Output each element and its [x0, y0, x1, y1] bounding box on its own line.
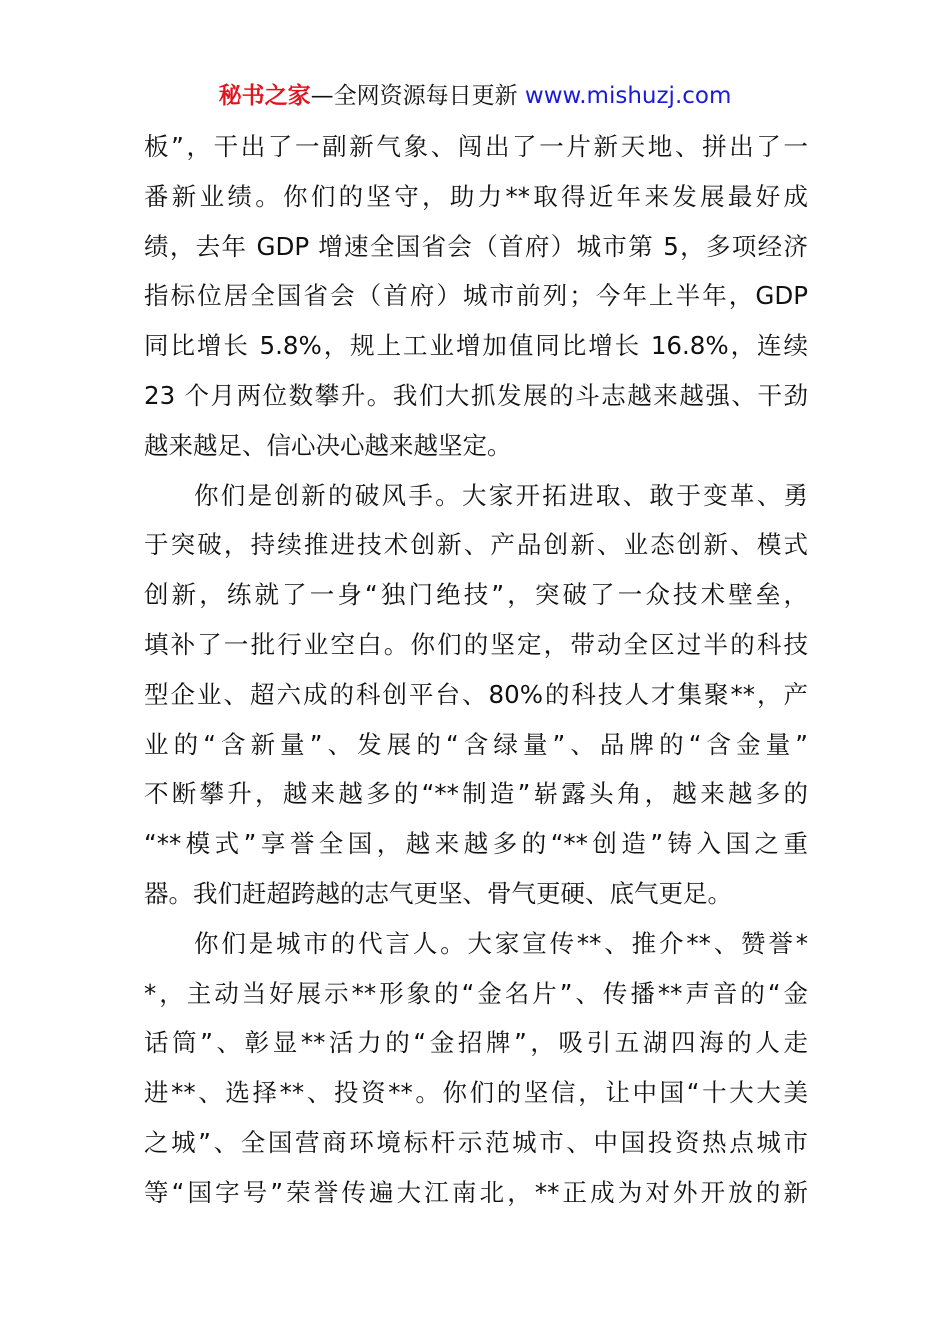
brand-name: 秘书之家 — [218, 83, 311, 109]
text-line: 23 个月两位数攀升。我们大抓发展的斗志越来越强、干劲 — [144, 380, 808, 410]
text-line: 绩，去年 GDP 增速全国省会（首府）城市第 5，多项经济 — [144, 231, 808, 261]
header-tagline: —全网资源每日更新 — [310, 83, 525, 109]
text-line: 器。我们赶超跨越的志气更坚、骨气更硬、底气更足。 — [144, 878, 732, 908]
text-line: 进**、选择**、投资**。你们的坚信，让中国“十大大美 — [144, 1078, 808, 1108]
text-line: 同比增长 5.8%，规上工业增加值同比增长 16.8%，连续 — [144, 331, 808, 361]
paragraph-first-line: 你们是城市的代言人。大家宣传**、推介**、赞誉* — [194, 928, 808, 958]
text-line: 板”，干出了一副新气象、闯出了一片新天地、拼出了一 — [144, 132, 808, 161]
text-line: 填补了一批行业空白。你们的坚定，带动全区过半的科技 — [144, 629, 808, 659]
site-url-link[interactable]: www.mishuzj.com — [524, 83, 732, 109]
page-header — [0, 80, 950, 112]
text-line: “**模式”享誉全国，越来越多的“**创造”铸入国之重 — [144, 829, 808, 859]
text-line: 话筒”、彰显**活力的“金招牌”，吸引五湖四海的人走 — [144, 1028, 808, 1058]
paragraph-first-line: 你们是创新的破风手。大家开拓进取、敢于变革、勇 — [194, 480, 808, 510]
text-line: 等“国字号”荣誉传遍大江南北，**正成为对外开放的新 — [144, 1177, 808, 1207]
text-line: 番新业绩。你们的坚守，助力**取得近年来发展最好成 — [144, 181, 808, 211]
text-line: 指标位居全国省会（首府）城市前列；今年上半年，GDP — [144, 281, 808, 311]
document-body — [144, 122, 808, 1218]
text-line: 越来越足、信心决心越来越坚定。 — [144, 430, 512, 460]
text-line: 不断攀升，越来越多的“**制造”崭露头角，越来越多的 — [144, 779, 808, 809]
text-line: 之城”、全国营商环境标杆示范城市、中国投资热点城市 — [144, 1127, 808, 1157]
text-line: 业的“含新量”、发展的“含绿量”、品牌的“含金量” — [144, 729, 808, 759]
text-line: 于突破，持续推进技术创新、产品创新、业态创新、模式 — [144, 530, 808, 560]
text-line: 创新，练就了一身“独门绝技”，突破了一众技术壁垒， — [144, 580, 808, 610]
text-line: 型企业、超六成的科创平台、80%的科技人才集聚**，产 — [144, 679, 808, 709]
text-line: *，主动当好展示**形象的“金名片”、传播**声音的“金 — [144, 978, 808, 1008]
